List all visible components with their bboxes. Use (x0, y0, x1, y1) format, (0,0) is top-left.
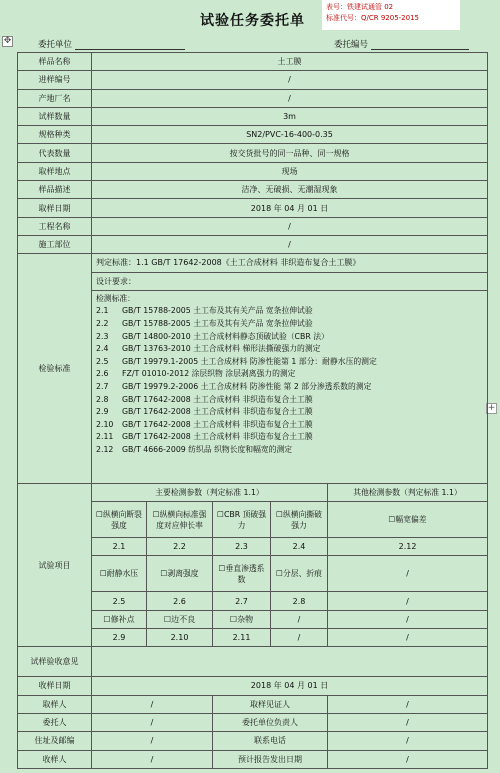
row-sample-date (18, 199, 488, 217)
form-no-value: 铁建试通管 02 (347, 3, 394, 11)
item-repair-points[interactable]: ☐修补点 (92, 610, 147, 628)
label-client-person: 委托人 (18, 713, 92, 731)
other-params-header: 其他检测参数（判定标准 1.1） (328, 483, 488, 501)
value-site[interactable]: / (92, 235, 488, 253)
test-standard-number: 2.11 (96, 432, 114, 442)
label-address: 住址及邮编 (18, 732, 92, 750)
test-standards-label: 检测标准： (96, 293, 135, 303)
label-project: 工程名称 (18, 217, 92, 235)
row-manufacturer (18, 89, 488, 107)
item-bad-edge[interactable]: ☐边不良 (147, 610, 213, 628)
form-no-label: 表号： (326, 3, 347, 11)
label-receipt-opinion: 试样验收意见 (18, 647, 92, 677)
value-report-date[interactable]: / (328, 750, 488, 768)
item-width-deviation[interactable]: ☐幅宽偏差 (328, 502, 488, 538)
value-sample-name[interactable]: 土工膜 (92, 53, 488, 71)
row-receiver (18, 750, 488, 768)
test-standard-number: 2.8 (96, 394, 109, 404)
item-tear-strength[interactable]: ☐纵横向撕破强力 (271, 502, 328, 538)
value-project[interactable]: / (92, 217, 488, 235)
value-receive-date[interactable]: 2018 年 04 月 01 日 (92, 677, 488, 695)
no-2-2: 2.2 (147, 538, 213, 556)
no-2-7: 2.7 (213, 592, 271, 610)
test-standard-text: GB/T 15788-2005 土工布及其有关产品 宽条拉伸试验 (122, 306, 313, 316)
row-receipt-opinion (18, 647, 488, 677)
test-standard-item (94, 406, 485, 419)
std-code-value: Q/CR 9205-2015 (361, 14, 419, 22)
value-location[interactable]: 现场 (92, 162, 488, 180)
label-phone: 联系电话 (213, 732, 328, 750)
label-sampler: 取样人 (18, 695, 92, 713)
table-move-handle-icon[interactable]: ✥ (3, 36, 12, 46)
no-2-8: 2.8 (271, 592, 328, 610)
no-2-6: 2.6 (147, 592, 213, 610)
test-standard-number: 2.2 (96, 319, 109, 329)
value-sample-date[interactable]: 2018 年 04 月 01 日 (92, 199, 488, 217)
test-standard-item (94, 356, 485, 369)
value-address[interactable]: / (92, 732, 213, 750)
client-label: 委托单位 (38, 40, 73, 50)
row-sample-name (18, 53, 488, 71)
row-incoming-no (18, 71, 488, 89)
no-2-1: 2.1 (92, 538, 147, 556)
no-empty-r2: / (328, 592, 488, 610)
std-code-label: 标准代号： (326, 14, 361, 22)
test-standard-number: 2.1 (96, 306, 109, 316)
no-2-12: 2.12 (328, 538, 488, 556)
value-client-head[interactable]: / (328, 713, 488, 731)
item-cbr[interactable]: ☐CBR 顶破强力 (213, 502, 271, 538)
item-permeability[interactable]: ☐垂直渗透系数 (213, 556, 271, 592)
test-standard-number: 2.3 (96, 331, 109, 341)
value-sampler[interactable]: / (92, 695, 213, 713)
value-spec[interactable]: SN2/PVC-16-400-0.35 (92, 126, 488, 144)
row-quantity (18, 107, 488, 125)
commission-no-label: 委托编号 (334, 40, 369, 50)
label-manufacturer: 产地厂名 (18, 89, 92, 107)
item-hydrostatic[interactable]: ☐耐静水压 (92, 556, 147, 592)
test-standard-number: 2.4 (96, 344, 109, 354)
no-2-10: 2.10 (147, 629, 213, 647)
test-standard-item (94, 419, 485, 432)
row-location (18, 162, 488, 180)
test-standard-number: 2.12 (96, 444, 114, 454)
row-receive-date (18, 677, 488, 695)
test-standard-text: GB/T 15788-2005 土工布及其有关产品 宽条拉伸试验 (122, 319, 313, 329)
row-test-items-header (18, 483, 488, 501)
item-empty-r3b: / (328, 610, 488, 628)
item-empty-r3a: / (271, 610, 328, 628)
test-standard-text: GB/T 14800-2010 土工合成材料静态顶破试验（CBR 法） (122, 331, 329, 341)
row-description (18, 181, 488, 199)
label-spec: 规格种类 (18, 126, 92, 144)
value-manufacturer[interactable]: / (92, 89, 488, 107)
label-quantity: 试样数量 (18, 107, 92, 125)
value-receiver[interactable]: / (92, 750, 213, 768)
test-standard-item (94, 431, 485, 444)
item-impurity[interactable]: ☐杂物 (213, 610, 271, 628)
client-field (38, 38, 185, 50)
label-sample-date: 取样日期 (18, 199, 92, 217)
test-standard-item (94, 331, 485, 344)
test-standard-item (94, 318, 485, 331)
label-sample-name: 样品名称 (18, 53, 92, 71)
test-standard-text: GB/T 17642-2008 土工合成材料 非织造布复合土工膜 (122, 407, 313, 417)
no-empty-r3a: / (271, 629, 328, 647)
value-quantity[interactable]: 3m (92, 107, 488, 125)
item-tensile-strength[interactable]: ☐纵横向断裂强度 (92, 502, 147, 538)
commission-no-field (334, 38, 469, 50)
label-report-date: 预计报告发出日期 (213, 750, 328, 768)
test-standard-number: 2.10 (96, 419, 114, 429)
value-witness[interactable]: / (328, 695, 488, 713)
row-sampler (18, 695, 488, 713)
label-test-items: 试验项目 (18, 483, 92, 646)
row-rep-qty (18, 144, 488, 162)
value-incoming-no[interactable]: / (92, 71, 488, 89)
commission-form-table (17, 52, 488, 769)
label-witness: 取样见证人 (213, 695, 328, 713)
main-params-header: 主要检测参数（判定标准 1.1） (92, 483, 328, 501)
form-code-box (322, 0, 460, 30)
design-requirement[interactable]: 设计要求： (92, 272, 488, 290)
label-description: 样品描述 (18, 181, 92, 199)
test-standard-number: 2.6 (96, 369, 109, 379)
label-receive-date: 收样日期 (18, 677, 92, 695)
page-title: 试验任务委托单 (200, 13, 305, 29)
test-standard-item (94, 444, 485, 457)
test-standard-number: 2.9 (96, 407, 109, 417)
test-standard-text: GB/T 19979.1-2005 土工合成材料 防渗性能第 1 部分：耐静水压的测定 (122, 356, 377, 366)
row-project (18, 217, 488, 235)
test-standard-item (94, 343, 485, 356)
value-rep-qty[interactable]: 按交货批号的同一品种、同一规格 (92, 144, 488, 162)
row-spec (18, 126, 488, 144)
no-2-4: 2.4 (271, 538, 328, 556)
label-client-head: 委托单位负责人 (213, 713, 328, 731)
no-empty-r3b: / (328, 629, 488, 647)
value-phone[interactable]: / (328, 732, 488, 750)
row-standards-judge (18, 254, 488, 272)
test-standard-text: GB/T 17642-2008 土工合成材料 非织造布复合土工膜 (122, 419, 313, 429)
no-2-5: 2.5 (92, 592, 147, 610)
test-standard-item (94, 305, 485, 318)
test-standard-number: 2.5 (96, 356, 109, 366)
test-standards-list (94, 305, 485, 456)
item-delamination[interactable]: ☐分层、折痕 (271, 556, 328, 592)
row-address (18, 732, 488, 750)
label-location: 取样地点 (18, 162, 92, 180)
label-receiver: 收样人 (18, 750, 92, 768)
test-standard-text: GB/T 13763-2010 土工合成材料 梯形法撕破强力的测定 (122, 344, 321, 354)
header (0, 0, 500, 36)
judge-standard[interactable]: 判定标准：1.1 GB/T 17642-2008《土工合成材料 非织造布复合土工膜》 (92, 254, 488, 272)
no-2-11: 2.11 (213, 629, 271, 647)
test-standard-item (94, 381, 485, 394)
value-description[interactable]: 洁净、无破损、无潮湿现象 (92, 181, 488, 199)
test-standard-text: FZ/T 01010-2012 涂层织物 涂层剥离强力的测定 (122, 369, 296, 379)
test-standard-number: 2.7 (96, 382, 109, 392)
item-empty-r2: / (328, 556, 488, 592)
no-2-9: 2.9 (92, 629, 147, 647)
value-client-person[interactable]: / (92, 713, 213, 731)
label-site: 施工部位 (18, 235, 92, 253)
test-standard-item (94, 368, 485, 381)
value-receipt-opinion[interactable] (92, 647, 488, 677)
item-elongation[interactable]: ☐纵横向标准强度对应伸长率 (147, 502, 213, 538)
row-site (18, 235, 488, 253)
client-input[interactable] (75, 41, 185, 50)
label-rep-qty: 代表数量 (18, 144, 92, 162)
test-standard-text: GB/T 17642-2008 土工合成材料 非织造布复合土工膜 (122, 394, 313, 404)
no-2-3: 2.3 (213, 538, 271, 556)
item-peel-strength[interactable]: ☐剥离强度 (147, 556, 213, 592)
commission-no-input[interactable] (371, 41, 469, 50)
test-standard-text: GB/T 19979.2-2006 土工合成材料 防渗性能 第 2 部分渗透系数的测定 (122, 382, 372, 392)
test-standard-item (94, 394, 485, 407)
add-row-icon[interactable]: + (487, 403, 496, 413)
label-incoming-no: 进样编号 (18, 71, 92, 89)
test-standards-cell[interactable] (92, 290, 488, 483)
test-standard-text: GB/T 17642-2008 土工合成材料 非织造布复合土工膜 (122, 432, 313, 442)
row-client-person (18, 713, 488, 731)
test-standard-text: GB/T 4666-2009 纺织品 织物长度和幅宽的测定 (122, 444, 293, 454)
label-standards: 检验标准 (18, 254, 92, 484)
